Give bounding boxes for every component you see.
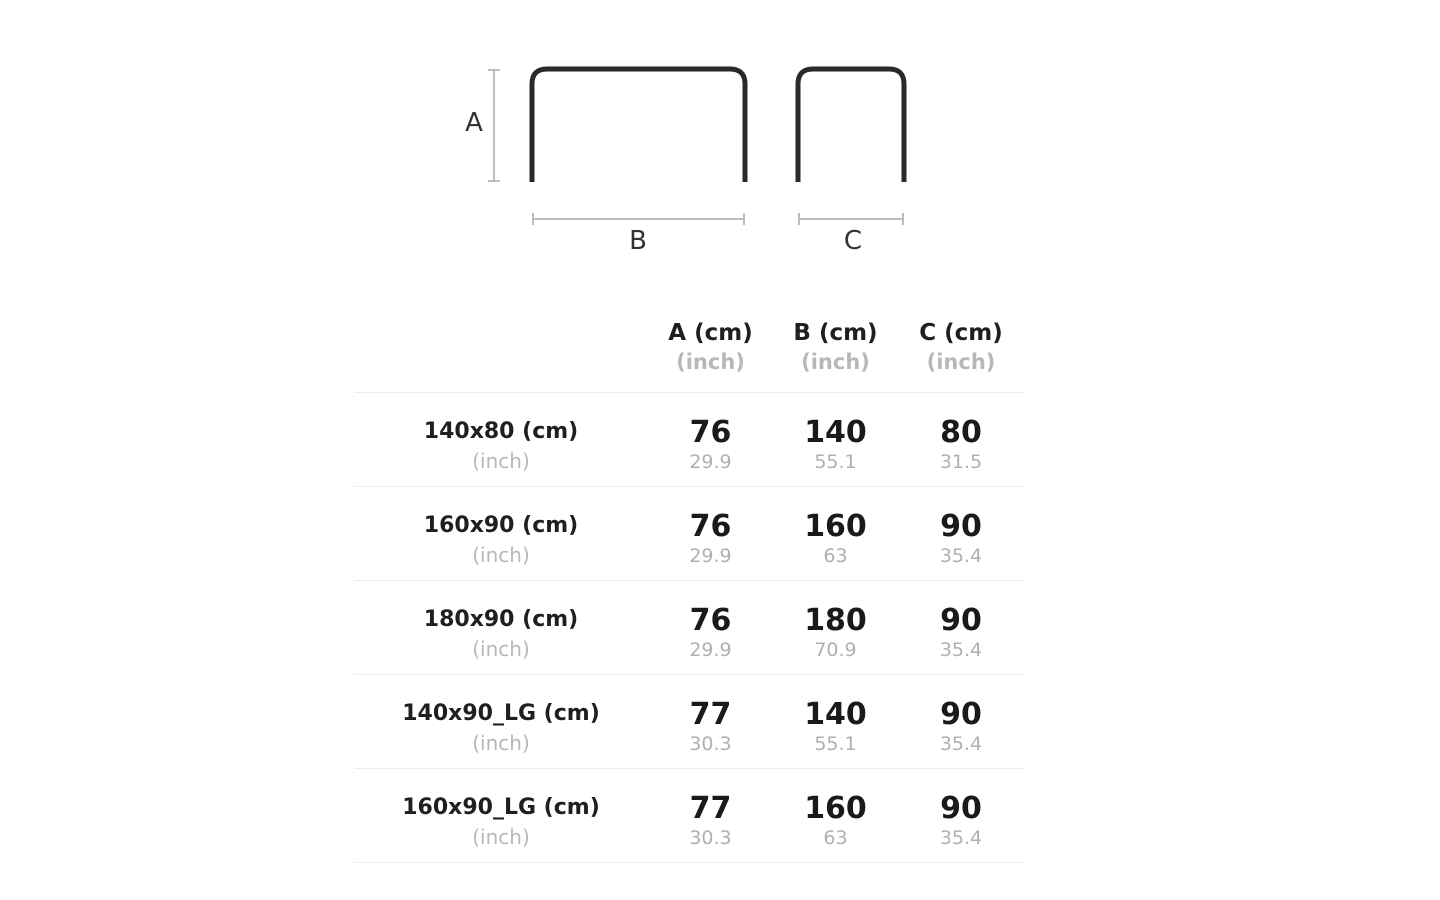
header-empty-cell [354,318,648,393]
dimension-b-label: B [629,226,647,256]
cell-b [773,769,898,863]
row-label: 160x90 (cm) [423,513,579,538]
value-inch: 35.4 [939,639,983,661]
cell-c [898,581,1024,675]
value-cm: 77 [689,791,732,826]
cell-b [773,581,898,675]
value-inch: 29.9 [689,545,732,567]
value-inch: 29.9 [689,451,732,473]
cell-b [773,393,898,487]
value-inch: 55.1 [814,451,857,473]
value-cm: 90 [940,697,982,732]
cell-b [773,487,898,581]
value-cm: 76 [689,603,732,638]
row-sublabel: (inch) [472,825,530,849]
header-col-c [898,318,1024,393]
value-inch: 35.4 [939,545,983,567]
dimension-b [533,213,744,225]
value-inch: 30.3 [689,827,732,849]
cell-c [898,393,1024,487]
value-inch: 35.4 [939,827,983,849]
value-cm: 140 [804,697,867,732]
value-inch: 30.3 [689,733,732,755]
value-inch: 63 [823,827,848,849]
cell-a [648,675,773,769]
table-row [354,675,1024,769]
row-label: 180x90 (cm) [423,607,579,632]
header-col-c-cm: C (cm) [919,320,1003,346]
value-inch: 29.9 [689,639,732,661]
value-cm: 160 [804,791,867,826]
table-header-row [354,318,1024,393]
value-cm: 90 [940,509,982,544]
dimension-a [488,70,500,181]
table-dimension-diagram [0,0,1440,300]
value-cm: 90 [940,791,982,826]
table-front-view [532,69,745,182]
header-col-b [773,318,898,393]
table-row [354,393,1024,487]
dimension-a-label: A [465,108,483,138]
row-label-cell [354,769,648,863]
dimension-c [799,213,903,225]
header-col-c-inch: (inch) [926,350,996,374]
table-row [354,769,1024,863]
dimensions-table [354,318,1024,863]
cell-c [898,675,1024,769]
cell-c [898,487,1024,581]
table-side-view [798,69,904,182]
value-cm: 76 [689,415,732,450]
header-col-b-inch: (inch) [801,350,870,374]
value-cm: 77 [689,697,732,732]
value-cm: 90 [940,603,982,638]
header-col-a [648,318,773,393]
row-sublabel: (inch) [472,543,530,567]
row-label: 140x90_LG (cm) [402,701,600,726]
cell-a [648,581,773,675]
row-sublabel: (inch) [472,449,530,473]
row-label-cell [354,393,648,487]
row-label: 160x90_LG (cm) [402,795,600,820]
row-sublabel: (inch) [472,637,530,661]
dimension-c-label: C [843,226,863,256]
value-inch: 35.4 [939,733,983,755]
value-cm: 180 [804,603,867,638]
value-cm: 160 [804,509,867,544]
value-inch: 63 [823,545,848,567]
header-col-a-inch: (inch) [676,350,745,374]
cell-c [898,769,1024,863]
cell-a [648,487,773,581]
cell-b [773,675,898,769]
value-cm: 80 [940,415,982,450]
row-label-cell [354,487,648,581]
value-inch: 70.9 [814,639,857,661]
value-cm: 76 [689,509,732,544]
cell-a [648,393,773,487]
cell-a [648,769,773,863]
header-col-b-cm: B (cm) [793,320,878,346]
value-inch: 55.1 [814,733,857,755]
row-label-cell [354,581,648,675]
table-row [354,581,1024,675]
value-inch: 31.5 [939,451,983,473]
row-label: 140x80 (cm) [423,419,579,444]
value-cm: 140 [804,415,867,450]
header-col-a-cm: A (cm) [668,320,753,346]
row-sublabel: (inch) [472,731,530,755]
table-row [354,487,1024,581]
row-label-cell [354,675,648,769]
